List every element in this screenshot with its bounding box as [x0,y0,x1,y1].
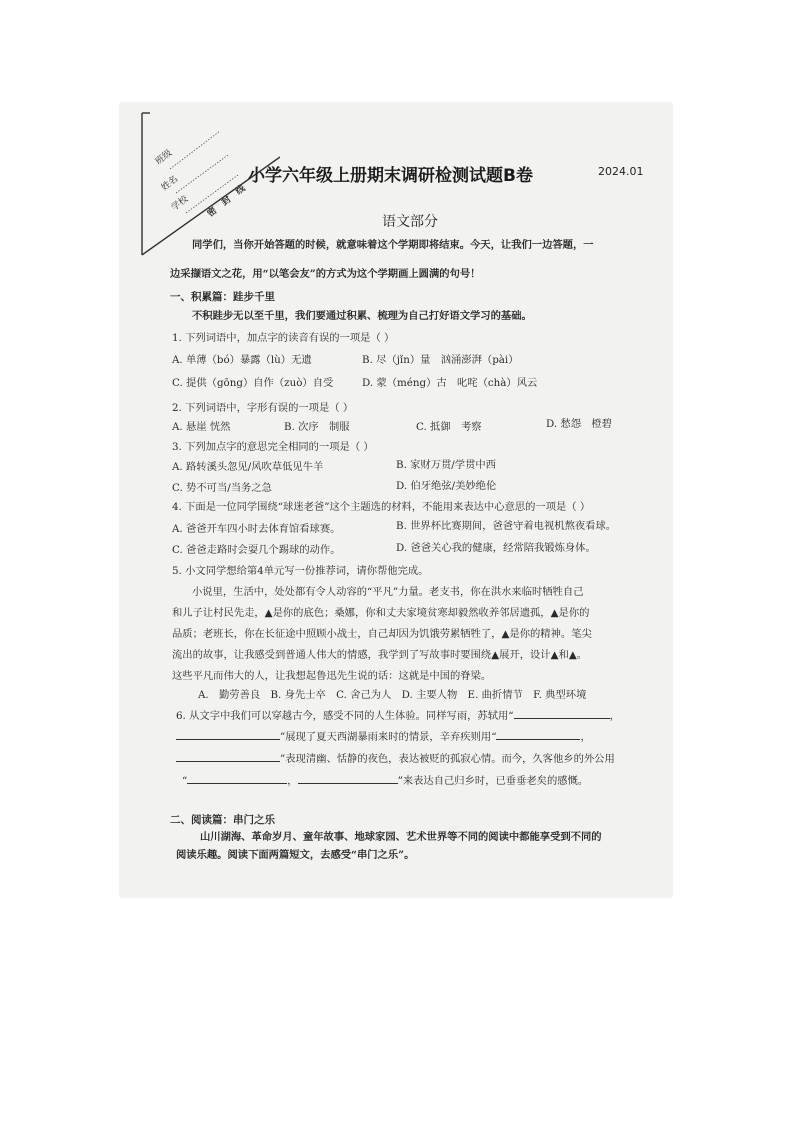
section1-lead: 不积跬步无以至千里，我们要通过积累、梳理为自己打好语文学习的基础。 [192,310,532,322]
section2-heading: 二、阅读篇：串门之乐 [170,814,275,826]
q4-option-b: B. 世界杯比赛期间，爸爸守着电视机熬夜看球。 [396,520,617,532]
q2-option-c: C. 抵御 考察 [416,421,482,433]
q4-option-a: A. 爸爸开车四小时去体育馆看球赛。 [172,523,341,535]
exam-paper [120,103,672,897]
q6-text-3: ”表现清幽、恬静的夜色，表达被贬的孤寂心情。而今，久客他乡的外公用 [280,753,615,765]
q2-option-d: D. 愁怨 橙碧 [546,418,612,430]
q5-passage-line-2: 和儿子让村民先走，▲是你的底色；桑娜，你和丈夫家境贫寒却毅然收养邻居遗孤，▲是你的 [172,607,590,619]
q3-stem: 3. 下列加点字的意思完全相同的一项是（ ） [172,441,374,453]
q1-stem: 1. 下列词语中，加点字的读音有误的一项是（ ） [172,332,395,344]
q4-option-d: D. 爸爸关心我的健康，经常陪我锻炼身体。 [396,542,596,554]
q5-passage-line-1: 小说里，生活中，处处都有令人动容的“平凡”力量。老支书，你在洪水来临时牺牲自己 [192,586,584,598]
q1-option-b: B. 尽（jǐn）量 汹涌澎湃（pài） [362,354,519,366]
section2-lead-2: 阅读乐趣。阅读下面两篇短文，去感受“串门之乐”。 [176,849,415,861]
q5-stem: 5. 小文同学想给第4单元写一份推荐词，请你帮他完成。 [172,565,429,577]
q5-options: A. 勤劳善良 B. 身先士卒 C. 舍己为人 D. 主要人物 E. 曲折情节 F. 典型环境 [198,689,587,701]
q6-text-1: 6. 从文字中我们可以穿越古今，感受不同的人生体验。同样写雨，苏轼用“ [176,710,514,722]
q4-option-c: C. 爸爸走路时会耍几个踢球的动作。 [172,544,341,556]
q5-passage-line-3: 品质；老班长，你在长征途中照顾小战士，自己却因为饥饿劳累牺牲了，▲是你的精神。笔尖 [172,628,592,640]
q2-stem: 2. 下列词语中，字形有误的一项是（ ） [172,402,354,414]
section1-heading: 一、积累篇：跬步千里 [170,291,275,303]
seal-line-label: 密 封 线 [205,183,248,220]
q3-option-b: B. 家财万贯/学贯中西 [396,459,496,471]
q2-option-b: B. 次序 制服 [284,421,350,433]
q6-blank-4[interactable] [176,751,280,762]
q3-option-d: D. 伯牙绝弦/美妙绝伦 [396,480,497,492]
q6-blank-6[interactable] [298,773,398,784]
q6-text-2: ”展现了夏天西湖暴雨来时的情景，辛弃疾则用“ [280,731,497,743]
q6-text-4: ”来表达自己归乡时，已垂垂老矣的感慨。 [397,775,589,787]
q5-passage-line-4: 流出的故事，让我感受到普通人伟大的情感，我学到了写故事时要围绕▲展开，设计▲和▲。 [172,649,588,661]
q1-option-a: A. 单薄（bó）暴露（lù）无遗 [172,354,312,366]
q4-stem: 4. 下面是一位同学围绕“球迷老爸”这个主题选的材料，不能用来表达中心意思的一项是（ ） [172,501,591,513]
q6-blank-1[interactable] [514,708,610,719]
q6-line-3 [176,751,615,766]
q6-line-4: “ ， ”来表达自己归乡时，已垂垂老矣的感慨。 [182,775,589,787]
q1-option-c: C. 提供（gōng）自作（zuò）自受 [172,377,334,389]
q6-line-1: 6. 从文字中我们可以穿越古今，感受不同的人生体验。同样写雨，苏轼用“ ， [176,710,620,722]
intro-line-1: 同学们，当你开始答题的时候，就意味着这个学期即将结束。今天，让我们一边答题，一 [192,239,594,251]
intro-line-2: 边采撷语文之花，用“以笔会友”的方式为这个学期画上圆满的句号！ [170,268,481,280]
q6-blank-5[interactable] [187,773,287,784]
q2-option-a: A. 悬崖 恍然 [172,421,231,433]
name-label: 姓名 [159,174,181,194]
q6-blank-3[interactable] [496,729,580,740]
exam-title: 小学六年级上册期末调研检测试题B卷 [248,166,533,186]
q6-blank-2[interactable] [176,729,280,740]
section-subtitle: 语文部分 [382,214,438,230]
school-label: 学校 [169,194,191,214]
class-label: 班级 [153,148,175,168]
exam-date: 2024.01 [598,165,644,178]
q1-option-d: D. 蒙（méng）古 叱咤（chà）风云 [362,377,538,389]
q5-passage-line-5: 这些平凡而伟大的人，让我想起鲁迅先生说的话：这就是中国的脊梁。 [172,670,492,682]
section2-lead-1: 山川湖海、革命岁月、童年故事、地球家园、艺术世界等不同的阅读中都能享受到不同的 [200,831,602,843]
q3-option-c: C. 势不可当/当务之急 [172,482,272,494]
q3-option-a: A. 路转溪头忽见/风吹草低见牛羊 [172,461,324,473]
q6-line-2: ”展现了夏天西湖暴雨来时的情景，辛弃疾则用“ ， [176,729,591,744]
